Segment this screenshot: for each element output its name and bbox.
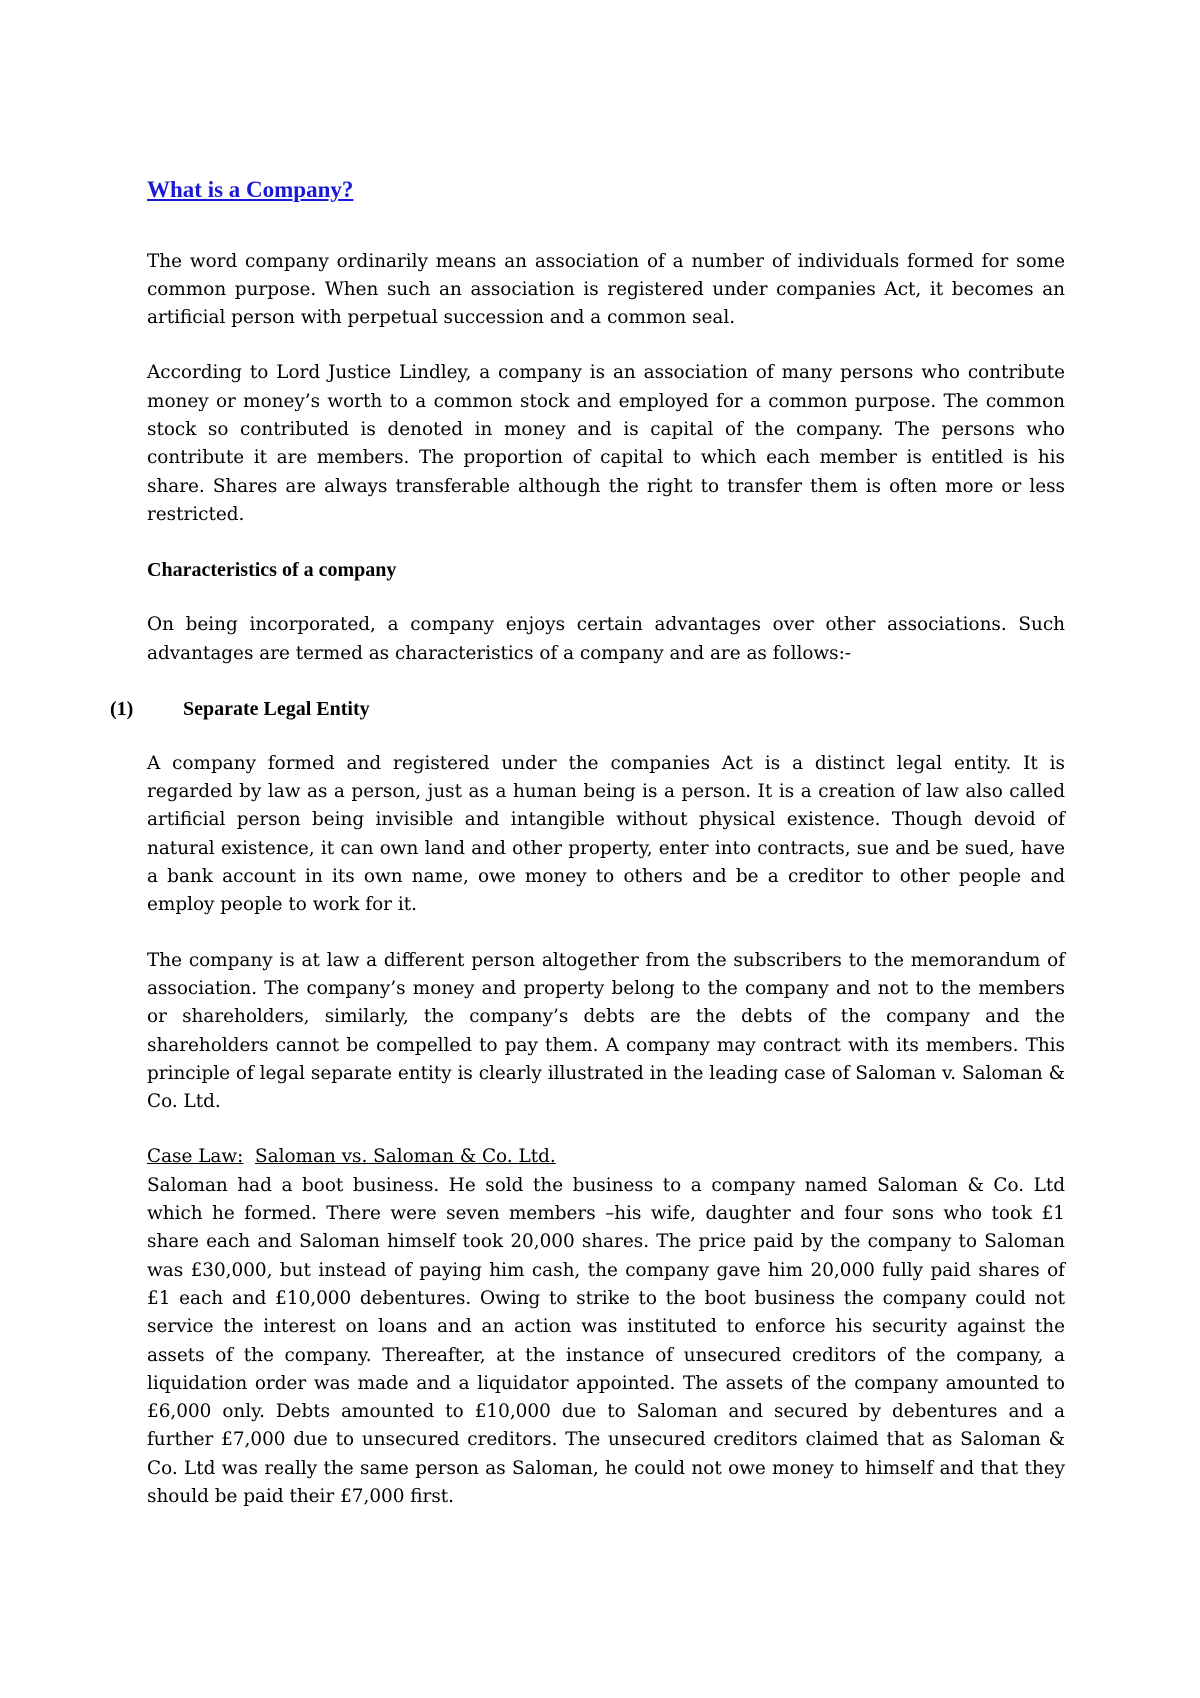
paragraph-different-person: The company is at law a different person altogether from the subscribers to the memorandum of association. The company’s money and property belong to the company and not to the members or shareholders, similarly, the company’s debts are the debts of the company and the shareholders cannot be compelled to pay them. A company may contract with its members. This principle of legal separate entity is clearly illustrated in the leading case of Saloman v. Saloman & Co. Ltd. — [147, 949, 1065, 1113]
section-number: (1) — [110, 697, 134, 720]
heading-characteristics: Characteristics of a company — [147, 559, 397, 582]
paragraph-advantages: On being incorporated, a company enjoys certain advantages over other associations. Such advantages are termed as characteristics of a company and are as follows:- — [147, 614, 1065, 664]
paragraph-case-facts: Saloman had a boot business. He sold the business to a company named Saloman & Co. Ltd which he formed. There were seven members –his wife, daughter and four sons who took £1 share each and Saloman himself took 20,000 shares. The price paid by the company to Saloman was £30,000, but instead of paying him cash, the company gave him 20,000 fully paid shares of £1 each and £10,000 debentures. Owing to strike to the boot business the company could not service the interest on loans and an action was instituted to enforce his security against the assets of the company. Thereafter, at the instance of unsecured creditors of the company, a liquidation order was made and a liquidator appointed. The assets of the company amounted to £6,000 only. Debts amounted to £10,000 due to Saloman and secured by debentures and a further £7,000 due to unsecured creditors. The unsecured creditors claimed that as Saloman & Co. Ltd was really the same person as Saloman, he could not owe money to himself and that they should be paid their £7,000 first. — [147, 1174, 1065, 1507]
case-law-name: Saloman vs. Saloman & Co. Ltd. — [255, 1146, 556, 1168]
paragraph-lindley: According to Lord Justice Lindley, a company is an association of many persons who contribute money or money’s worth to a common stock and employed for a common purpose. The common stock so contributed is denoted in money and is capital of the company. The persons who contribute it are members. The proportion of capital to which each member is entitled is his share. Shares are always transferable although the right to transfer them is often more or less restricted. — [147, 362, 1065, 525]
document-body — [110, 176, 1065, 1511]
case-law-label: Case Law: — [147, 1146, 244, 1168]
paragraph-definition: The word company ordinarily means an association of a number of individuals formed for some common purpose. When such an association is registered under companies Act, it becomes an artificial person with perpetual succession and a common seal. — [147, 250, 1065, 329]
paragraph-legal-entity: A company formed and registered under the companies Act is a distinct legal entity. It is regarded by law as a person, just as a human being is a person. It is a creation of law also called artificial person being invisible and intangible without physical existence. Though devoid of natural existence, it can own land and other property, enter into contracts, sue and be sued, have a bank account in its own name, owe money to others and be a creditor to other people and employ people to work for it. — [147, 752, 1065, 916]
page-title[interactable]: What is a Company? — [147, 177, 354, 202]
case-law-heading — [147, 1143, 1065, 1171]
section-heading-separate-legal-entity — [110, 695, 1065, 723]
section-title: Separate Legal Entity — [183, 697, 370, 720]
